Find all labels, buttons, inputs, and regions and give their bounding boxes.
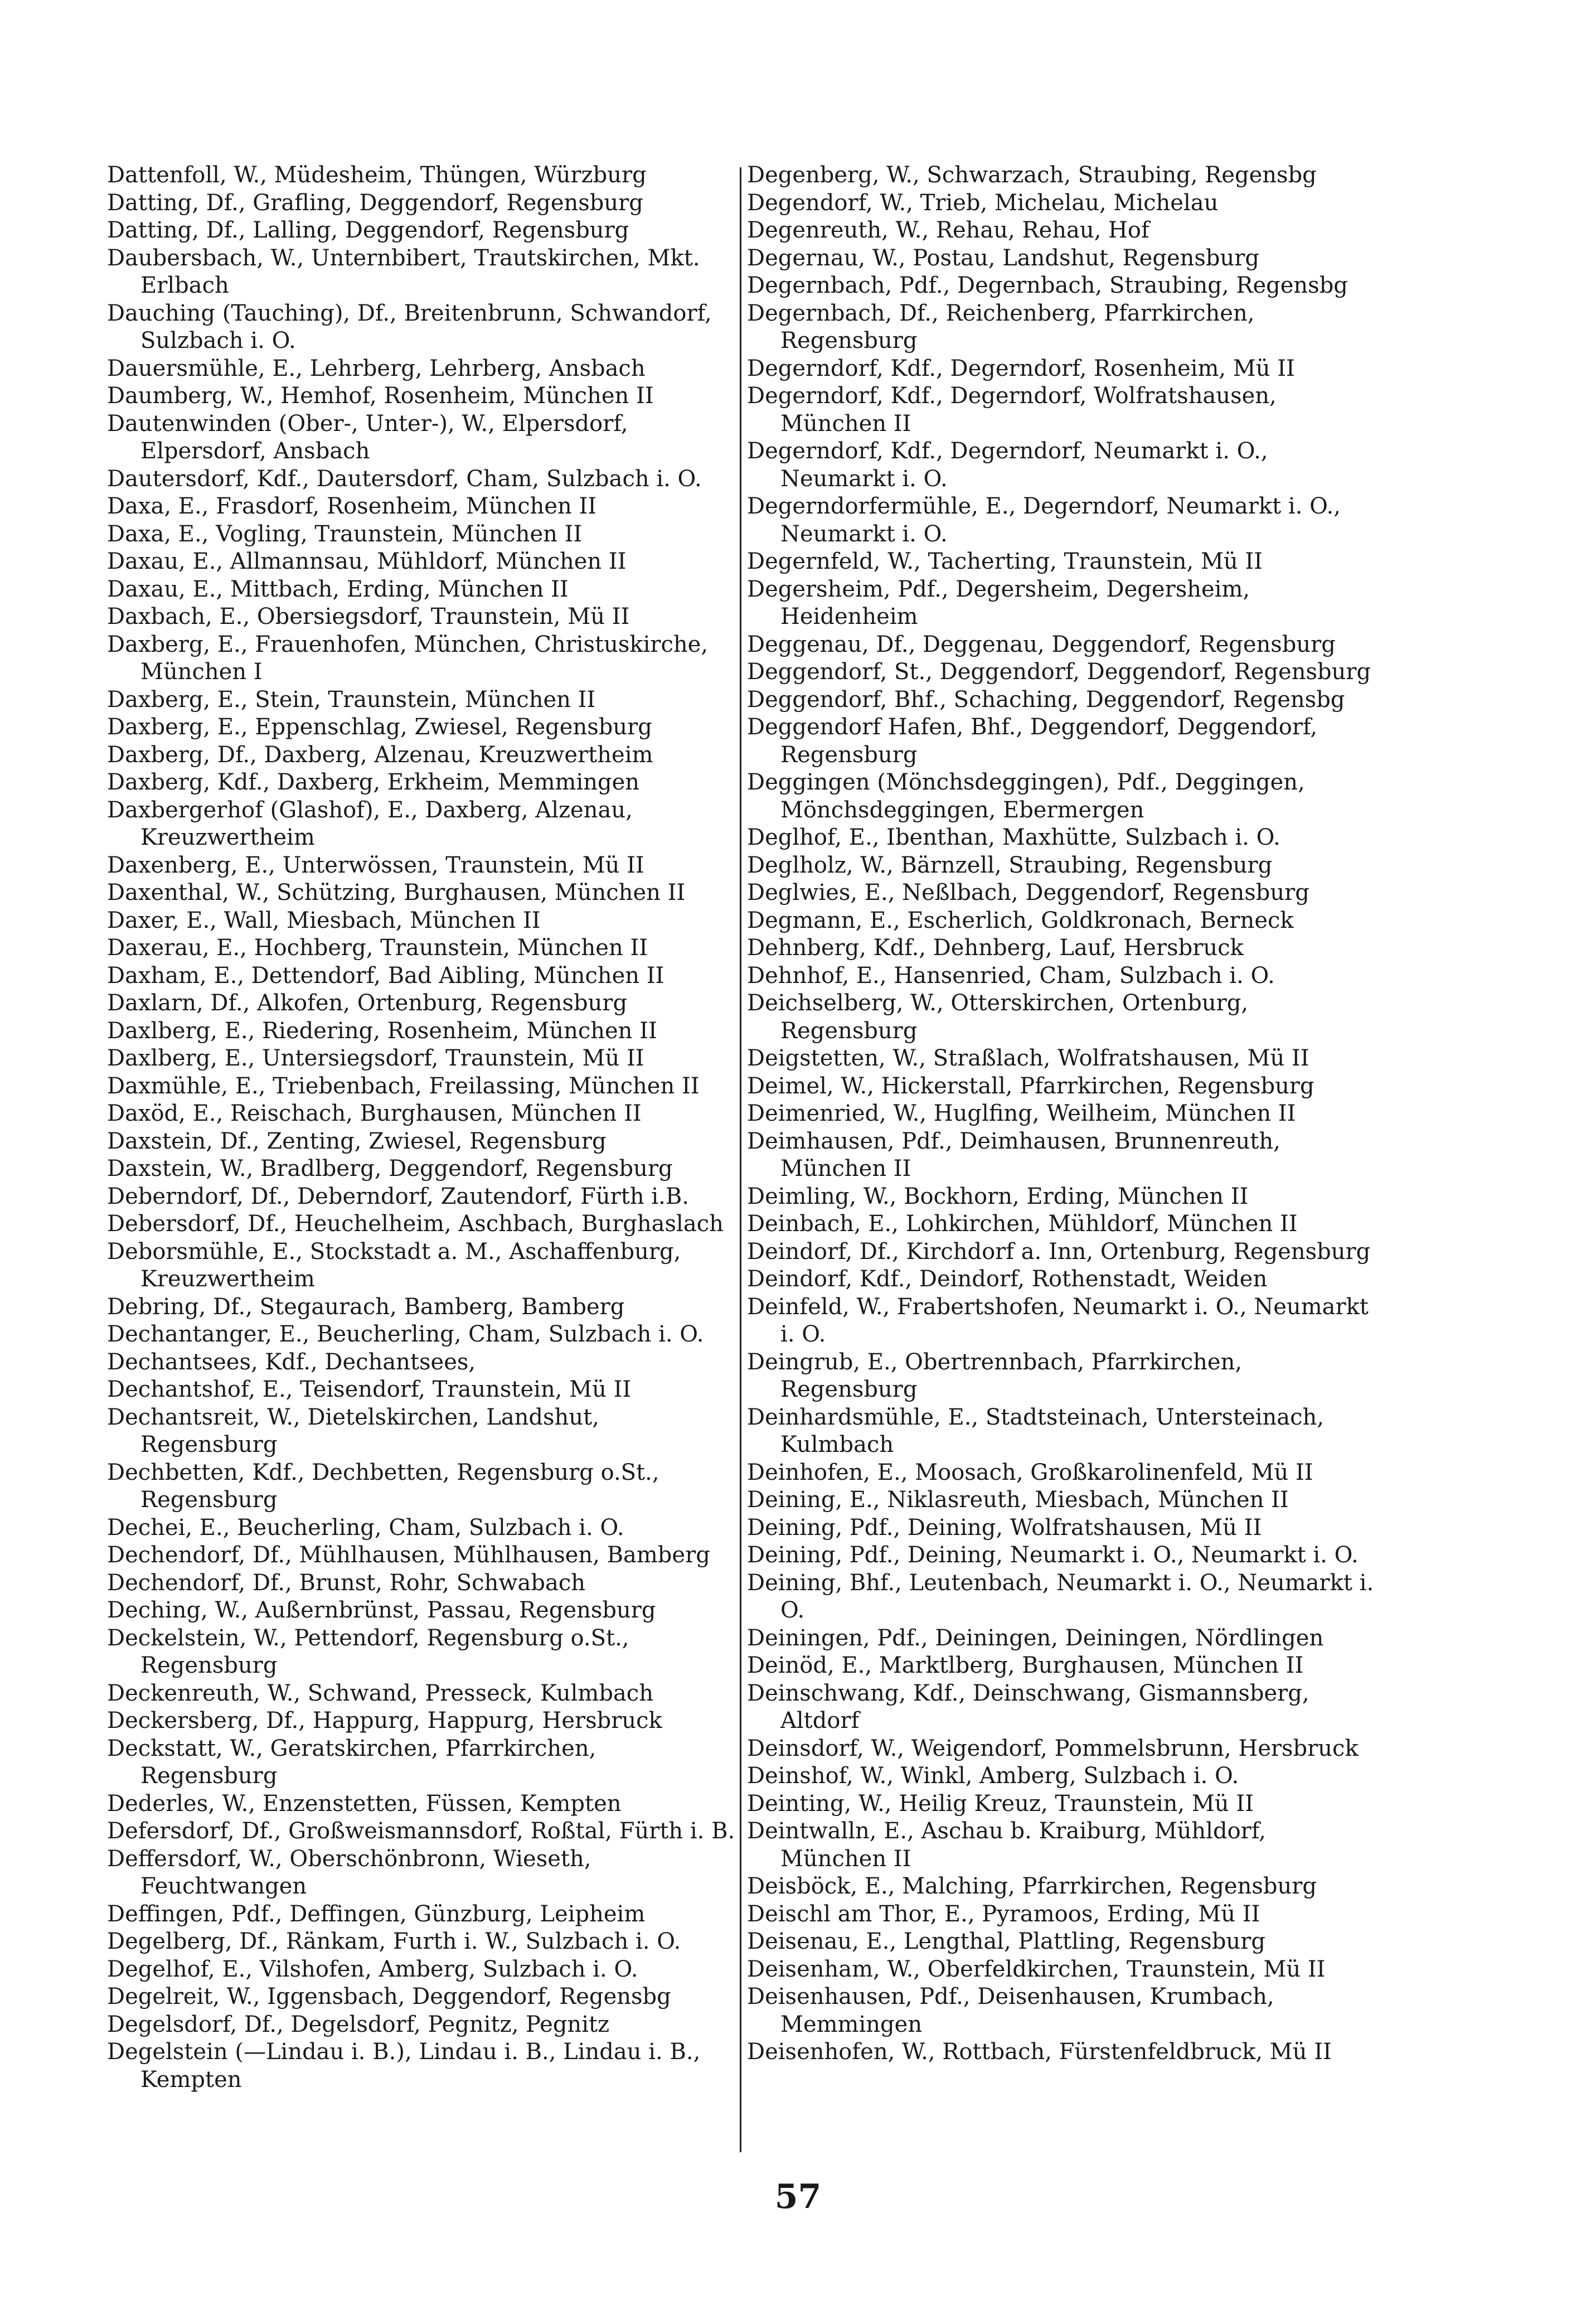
gazetteer-entry: Deindorf, Df., Kirchdorf a. Inn, Ortenburg, Regensburg [747,1238,1371,1265]
gazetteer-entry: Daxerau, E., Hochberg, Traunstein, München II [107,935,648,961]
gazetteer-entry: Dechantsreit, W., Dietelskirchen, Landshut, Regensburg [107,1404,599,1457]
right-column [747,162,1377,2066]
gazetteer-entry: Degernbach, Pdf., Degernbach, Straubing, Regensbg [747,273,1348,298]
gazetteer-entry: Degerndorfermühle, E., Degerndorf, Neumarkt i. O., Neumarkt i. O. [747,493,1341,547]
gazetteer-entry: Daxberg, E., Eppenschlag, Zwiesel, Regensburg [107,714,652,740]
gazetteer-entry: Deimling, W., Bockhorn, Erding, München II [747,1183,1249,1209]
gazetteer-entry: Debring, Df., Stegaurach, Bamberg, Bamberg [107,1294,625,1320]
gazetteer-entry: Dechantshof, E., Teisendorf, Traunstein, Mü II [107,1377,632,1402]
gazetteer-entry: Dehnhof, E., Hansenried, Cham, Sulzbach i. O. [747,962,1275,989]
gazetteer-entry: Deinshof, W., Winkl, Amberg, Sulzbach i. O. [747,1763,1239,1789]
gazetteer-entry: Daxberg, E., Stein, Traunstein, München II [107,686,596,713]
gazetteer-entry: Deinöd, E., Marktlberg, Burghausen, München II [747,1653,1304,1678]
gazetteer-entry: Deinhofen, E., Moosach, Großkarolinenfeld, Mü II [747,1459,1313,1485]
gazetteer-entry: Daxenberg, E., Unterwössen, Traunstein, Mü II [107,852,644,878]
gazetteer-entry: Daxbach, E., Obersiegsdorf, Traunstein, Mü II [107,604,630,629]
gazetteer-entry: Deisenau, E., Lengthal, Plattling, Regensburg [747,1929,1265,1954]
gazetteer-entry: Deigstetten, W., Straßlach, Wolfratshausen, Mü II [747,1045,1309,1071]
gazetteer-entry: Deckstatt, W., Geratskirchen, Pfarrkirchen, Regensburg [107,1735,596,1789]
gazetteer-entry: Degernfeld, W., Tacherting, Traunstein, Mü II [747,549,1263,574]
gazetteer-entry: Degerndorf, Kdf., Degerndorf, Wolfratshausen, München II [747,383,1277,437]
gazetteer-entry: Deintwalln, E., Aschau b. Kraiburg, Mühldorf, München II [747,1818,1266,1872]
gazetteer-entry: Daxham, E., Dettendorf, Bad Aibling, München II [107,962,664,989]
gazetteer-entry: Degenberg, W., Schwarzach, Straubing, Regensbg [747,162,1317,188]
gazetteer-entry: Degerndorf, Kdf., Degerndorf, Rosenheim, Mü II [747,355,1295,381]
gazetteer-entry: Deglholz, W., Bärnzell, Straubing, Regensburg [747,852,1273,878]
gazetteer-entry: Deberndorf, Df., Deberndorf, Zautendorf, Fürth i.B. [107,1183,689,1209]
gazetteer-entry: Daxöd, E., Reischach, Burghausen, München II [107,1101,642,1126]
gazetteer-entry: Daxa, E., Vogling, Traunstein, München II [107,521,583,547]
gazetteer-entry: Dederles, W., Enzenstetten, Füssen, Kempten [107,1790,622,1817]
gazetteer-entry: Deckenreuth, W., Schwand, Presseck, Kulmbach [107,1680,653,1706]
gazetteer-entry: Degmann, E., Escherlich, Goldkronach, Berneck [747,907,1294,933]
gazetteer-entry: Daxenthal, W., Schützing, Burghausen, München II [107,880,686,905]
gazetteer-entry: Debersdorf, Df., Heuchelheim, Aschbach, Burghaslach [107,1211,724,1237]
gazetteer-entry: Deichselberg, W., Otterskirchen, Ortenburg, Regensburg [747,990,1249,1044]
gazetteer-entry: Deisenham, W., Oberfeldkirchen, Traunstein, Mü II [747,1956,1326,1982]
gazetteer-entry: Deinting, W., Heilig Kreuz, Traunstein, Mü II [747,1790,1254,1817]
gazetteer-entry: Deisböck, E., Malching, Pfarrkirchen, Regensburg [747,1873,1317,1899]
gazetteer-entry: Daxstein, W., Bradlberg, Deggendorf, Regensburg [107,1156,673,1181]
gazetteer-entry: Deggendorf Hafen, Bhf., Deggendorf, Deggendorf, Regensburg [747,714,1318,768]
gazetteer-entry: Degenreuth, W., Rehau, Rehau, Hof [747,217,1149,243]
gazetteer-entry: Daxstein, Df., Zenting, Zwiesel, Regensburg [107,1128,607,1154]
gazetteer-entry: Degelhof, E., Vilshofen, Amberg, Sulzbach i. O. [107,1956,638,1982]
column-divider [740,167,741,2152]
gazetteer-entry: Daumberg, W., Hemhof, Rosenheim, München II [107,383,654,409]
gazetteer-entry: Deinsdorf, W., Weigendorf, Pommelsbrunn, Hersbruck [747,1735,1359,1761]
gazetteer-entry: Dechantanger, E., Beucherling, Cham, Sulzbach i. O. [107,1321,704,1347]
gazetteer-entry: Daxlberg, E., Riedering, Rosenheim, München II [107,1018,657,1044]
gazetteer-entry: Deglwies, E., Neßlbach, Deggendorf, Regensburg [747,880,1309,905]
gazetteer-entry: Deinhardsmühle, E., Stadtsteinach, Untersteinach, Kulmbach [747,1404,1325,1457]
gazetteer-entry: Deckelstein, W., Pettendorf, Regensburg o.St., Regensburg [107,1625,629,1678]
gazetteer-entry: Degersheim, Pdf., Degersheim, Degersheim, Heidenheim [747,576,1250,629]
gazetteer-entry: Dechbetten, Kdf., Dechbetten, Regensburg o.St., Regensburg [107,1459,659,1513]
gazetteer-entry: Dehnberg, Kdf., Dehnberg, Lauf, Hersbruck [747,935,1244,961]
gazetteer-entry: Deckersberg, Df., Happurg, Happurg, Hersbruck [107,1708,662,1733]
gazetteer-entry: Deggendorf, Bhf., Schaching, Deggendorf, Regensbg [747,686,1345,713]
gazetteer-entry: Dechendorf, Df., Brunst, Rohr, Schwabach [107,1570,586,1596]
gazetteer-entry: Deiningen, Pdf., Deiningen, Deiningen, Nördlingen [747,1625,1324,1651]
gazetteer-entry: Deborsmühle, E., Stockstadt a. M., Aschaffenburg, Kreuzwertheim [107,1238,681,1292]
gazetteer-entry: Dechei, E., Beucherling, Cham, Sulzbach i. O. [107,1514,624,1541]
gazetteer-entry: Daxau, E., Mittbach, Erding, München II [107,576,569,602]
gazetteer-entry: Deimenried, W., Huglfing, Weilheim, München II [747,1101,1296,1126]
gazetteer-entry: Daxa, E., Frasdorf, Rosenheim, München II [107,493,597,519]
gazetteer-entry: Daxlarn, Df., Alkofen, Ortenburg, Regensburg [107,990,628,1016]
gazetteer-entry: Dattenfoll, W., Müdesheim, Thüngen, Würzburg [107,162,647,188]
gazetteer-entry: Deggendorf, St., Deggendorf, Deggendorf, Regensburg [747,659,1371,685]
gazetteer-entry: Deindorf, Kdf., Deindorf, Rothenstadt, Weiden [747,1266,1268,1292]
gazetteer-entry: Datting, Df., Grafling, Deggendorf, Regensburg [107,190,643,216]
gazetteer-entry: Degendorf, W., Trieb, Michelau, Michelau [747,190,1219,216]
gazetteer-entry: Daxberg, Df., Daxberg, Alzenau, Kreuzwertheim [107,742,653,768]
gazetteer-entry: Dautersdorf, Kdf., Dautersdorf, Cham, Sulzbach i. O. [107,466,702,492]
gazetteer-entry: Deffingen, Pdf., Deffingen, Günzburg, Leipheim [107,1901,646,1927]
gazetteer-entry: Dautenwinden (Ober-, Unter-), W., Elpersdorf, Elpersdorf, Ansbach [107,410,628,464]
gazetteer-entry: Daxberg, Kdf., Daxberg, Erkheim, Memmingen [107,769,640,795]
gazetteer-entry: Deglhof, E., Ibenthan, Maxhütte, Sulzbach i. O. [747,825,1280,850]
gazetteer-entry: Deischl am Thor, E., Pyramoos, Erding, Mü II [747,1901,1260,1927]
gazetteer-entry: Deinfeld, W., Frabertshofen, Neumarkt i. O., Neumarkt i. O. [747,1294,1369,1347]
gazetteer-entry: Degelstein (—Lindau i. B.), Lindau i. B., Lindau i. B., Kempten [107,2039,701,2093]
gazetteer-entry: Daxau, E., Allmannsau, Mühldorf, München II [107,549,627,574]
gazetteer-entry: Daxbergerhof (Glashof), E., Daxberg, Alzenau, Kreuzwertheim [107,797,633,850]
gazetteer-entry: Deisenhofen, W., Rottbach, Fürstenfeldbruck, Mü II [747,2039,1332,2065]
gazetteer-entry: Daxer, E., Wall, Miesbach, München II [107,907,541,933]
gazetteer-entry: Deining, Pdf., Deining, Wolfratshausen, Mü II [747,1514,1262,1541]
gazetteer-entry: Deinschwang, Kdf., Deinschwang, Gismannsberg, Altdorf [747,1680,1309,1733]
gazetteer-entry: Deingrub, E., Obertrennbach, Pfarrkirchen, Regensburg [747,1349,1243,1402]
gazetteer-entry: Daxmühle, E., Triebenbach, Freilassing, München II [107,1073,700,1099]
gazetteer-entry: Dechantsees, Kdf., Dechantsees, [107,1349,476,1375]
gazetteer-entry: Degernau, W., Postau, Landshut, Regensburg [747,245,1260,271]
gazetteer-entry: Datting, Df., Lalling, Deggendorf, Regensburg [107,217,629,243]
gazetteer-entry: Deffersdorf, W., Oberschönbronn, Wieseth, Feuchtwangen [107,1846,591,1899]
gazetteer-entry: Deining, Pdf., Deining, Neumarkt i. O., Neumarkt i. O. [747,1542,1359,1568]
gazetteer-entry: Deining, Bhf., Leutenbach, Neumarkt i. O., Neumarkt i. O. [747,1570,1374,1623]
gazetteer-entry: Deggenau, Df., Deggenau, Deggendorf, Regensburg [747,631,1336,657]
gazetteer-entry: Deimel, W., Hickerstall, Pfarrkirchen, Regensburg [747,1073,1314,1099]
gazetteer-entry: Dauching (Tauching), Df., Breitenbrunn, Schwandorf, Sulzbach i. O. [107,300,712,354]
gazetteer-entry: Deching, W., Außernbrünst, Passau, Regensburg [107,1597,656,1623]
gazetteer-entry: Degerndorf, Kdf., Degerndorf, Neumarkt i. O., Neumarkt i. O. [747,438,1268,492]
gazetteer-entry: Defersdorf, Df., Großweismannsdorf, Roßtal, Fürth i. B. [107,1818,735,1844]
gazetteer-entry: Daxlberg, E., Untersiegsdorf, Traunstein, Mü II [107,1045,644,1071]
gazetteer-entry: Degernbach, Df., Reichenberg, Pfarrkirchen, Regensburg [747,300,1255,354]
left-column [107,162,737,2094]
gazetteer-entry: Deinbach, E., Lohkirchen, Mühldorf, München II [747,1211,1298,1237]
gazetteer-entry: Degelreit, W., Iggensbach, Deggendorf, Regensbg [107,1984,671,2009]
gazetteer-entry: Degelsdorf, Df., Degelsdorf, Pegnitz, Pegnitz [107,2011,610,2037]
gazetteer-entry: Dechendorf, Df., Mühlhausen, Mühlhausen, Bamberg [107,1542,710,1568]
gazetteer-entry: Daxberg, E., Frauenhofen, München, Christuskirche, München I [107,631,709,685]
page-number: 57 [774,2177,822,2216]
gazetteer-entry: Deggingen (Mönchsdeggingen), Pdf., Deggingen, Mönchsdeggingen, Ebermergen [747,769,1305,823]
gazetteer-entry: Deimhausen, Pdf., Deimhausen, Brunnenreuth, München II [747,1128,1280,1181]
gazetteer-entry: Daubersbach, W., Unternbibert, Trautskirchen, Mkt. Erlbach [107,245,700,298]
gazetteer-entry: Degelberg, Df., Ränkam, Furth i. W., Sulzbach i. O. [107,1929,681,1954]
gazetteer-entry: Dauersmühle, E., Lehrberg, Lehrberg, Ansbach [107,355,646,381]
gazetteer-entry: Deining, E., Niklasreuth, Miesbach, München II [747,1487,1289,1513]
gazetteer-entry: Deisenhausen, Pdf., Deisenhausen, Krumbach, Memmingen [747,1984,1274,2037]
